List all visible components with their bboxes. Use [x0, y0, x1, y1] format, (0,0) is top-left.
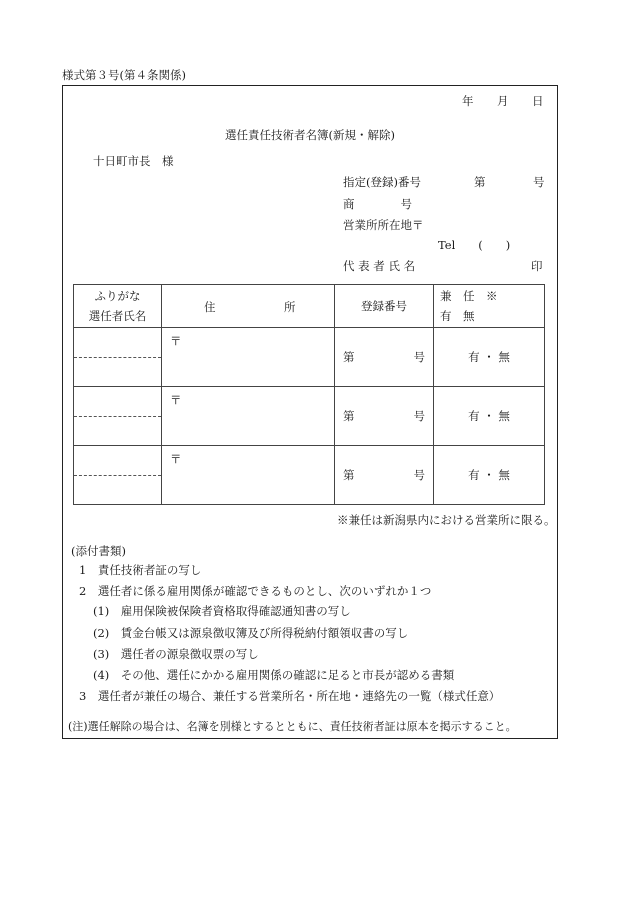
header-furigana: ふりがな: [94, 289, 141, 303]
address-cell[interactable]: [162, 328, 335, 387]
concurrent-choice[interactable]: 有 ・ 無: [434, 387, 545, 446]
registration-number-suffix: 号: [533, 175, 545, 189]
reg-prefix: 第: [343, 350, 355, 364]
form-number: 様式第３号(第４条関係): [62, 68, 186, 82]
header-concurrent-title: 兼 任 ※: [440, 289, 498, 303]
header-concurrent: [434, 285, 545, 328]
attachment-item: 3 選任者が兼任の場合、兼任する営業所名・所在地・連絡先の一覧（様式任意）: [79, 689, 501, 703]
name-cell[interactable]: [74, 387, 162, 446]
addressee: 十日町市長 様: [93, 154, 174, 168]
reg-prefix: 第: [343, 409, 355, 423]
registration-number-prefix: 第: [474, 175, 486, 189]
seal-mark: 印: [531, 259, 543, 273]
reg-prefix: 第: [343, 468, 355, 482]
header-address-right: 所: [284, 300, 296, 314]
attachment-item: 2 選任者に係る雇用関係が確認できるものとし、次のいずれか１つ: [79, 584, 432, 598]
header-concurrent-options: 有 無: [440, 309, 475, 323]
reg-suffix: 号: [413, 468, 425, 482]
attachment-item: 1 責任技術者証の写し: [79, 563, 202, 577]
document-title: 選任責任技術者名簿(新規・解除): [225, 128, 395, 142]
name-cell[interactable]: [74, 446, 162, 505]
header-appointee-name: 選任者氏名: [88, 309, 147, 323]
reg-suffix: 号: [413, 350, 425, 364]
date-month-label: 月: [497, 94, 509, 108]
representative-name-label: 代 表 者 氏 名: [343, 259, 416, 273]
attachment-subitem: (4) その他、選任にかかる雇用関係の確認に足ると市長が認める書類: [93, 668, 455, 682]
attachment-subitem: (1) 雇用保険被保険者資格取得確認通知書の写し: [93, 604, 351, 618]
concurrent-choice[interactable]: 有 ・ 無: [434, 328, 545, 387]
concurrent-choice[interactable]: 有 ・ 無: [434, 446, 545, 505]
appointee-table: [73, 284, 545, 505]
header-name: [74, 285, 162, 328]
office-address-label: 営業所所在地〒: [343, 218, 424, 232]
concurrent-note: ※兼任は新潟県内における営業所に限る。: [337, 513, 556, 527]
postal-mark: 〒: [170, 393, 182, 407]
postal-mark: 〒: [170, 452, 182, 466]
reg-suffix: 号: [413, 409, 425, 423]
trade-name-label: 商 号: [343, 197, 412, 211]
name-cell[interactable]: [74, 328, 162, 387]
table-row: [74, 446, 545, 505]
attachment-subitem: (3) 選任者の源泉徴収票の写し: [93, 647, 259, 661]
attachments-heading: (添付書類): [71, 544, 126, 558]
header-address: [162, 285, 335, 328]
header-registration-number: 登録番号: [335, 285, 434, 328]
registration-number-cell[interactable]: [335, 446, 434, 505]
footnote: (注)選任解除の場合は、名簿を別様とするとともに、責任技術者証は原本を掲示すること。: [68, 720, 517, 733]
date-day-label: 日: [532, 94, 544, 108]
header-address-left: 住: [204, 300, 216, 314]
registration-number-cell[interactable]: [335, 328, 434, 387]
postal-mark: 〒: [170, 334, 182, 348]
table-row: [74, 387, 545, 446]
registration-number-label: 指定(登録)番号: [343, 175, 421, 189]
table-row: [74, 328, 545, 387]
date-year-label: 年: [462, 94, 474, 108]
telephone-label: Tel ( ): [438, 238, 511, 252]
table-header-row: [74, 285, 545, 328]
address-cell[interactable]: [162, 446, 335, 505]
attachment-subitem: (2) 賃金台帳又は源泉徴収簿及び所得税納付額領収書の写し: [93, 626, 409, 640]
registration-number-cell[interactable]: [335, 387, 434, 446]
address-cell[interactable]: [162, 387, 335, 446]
